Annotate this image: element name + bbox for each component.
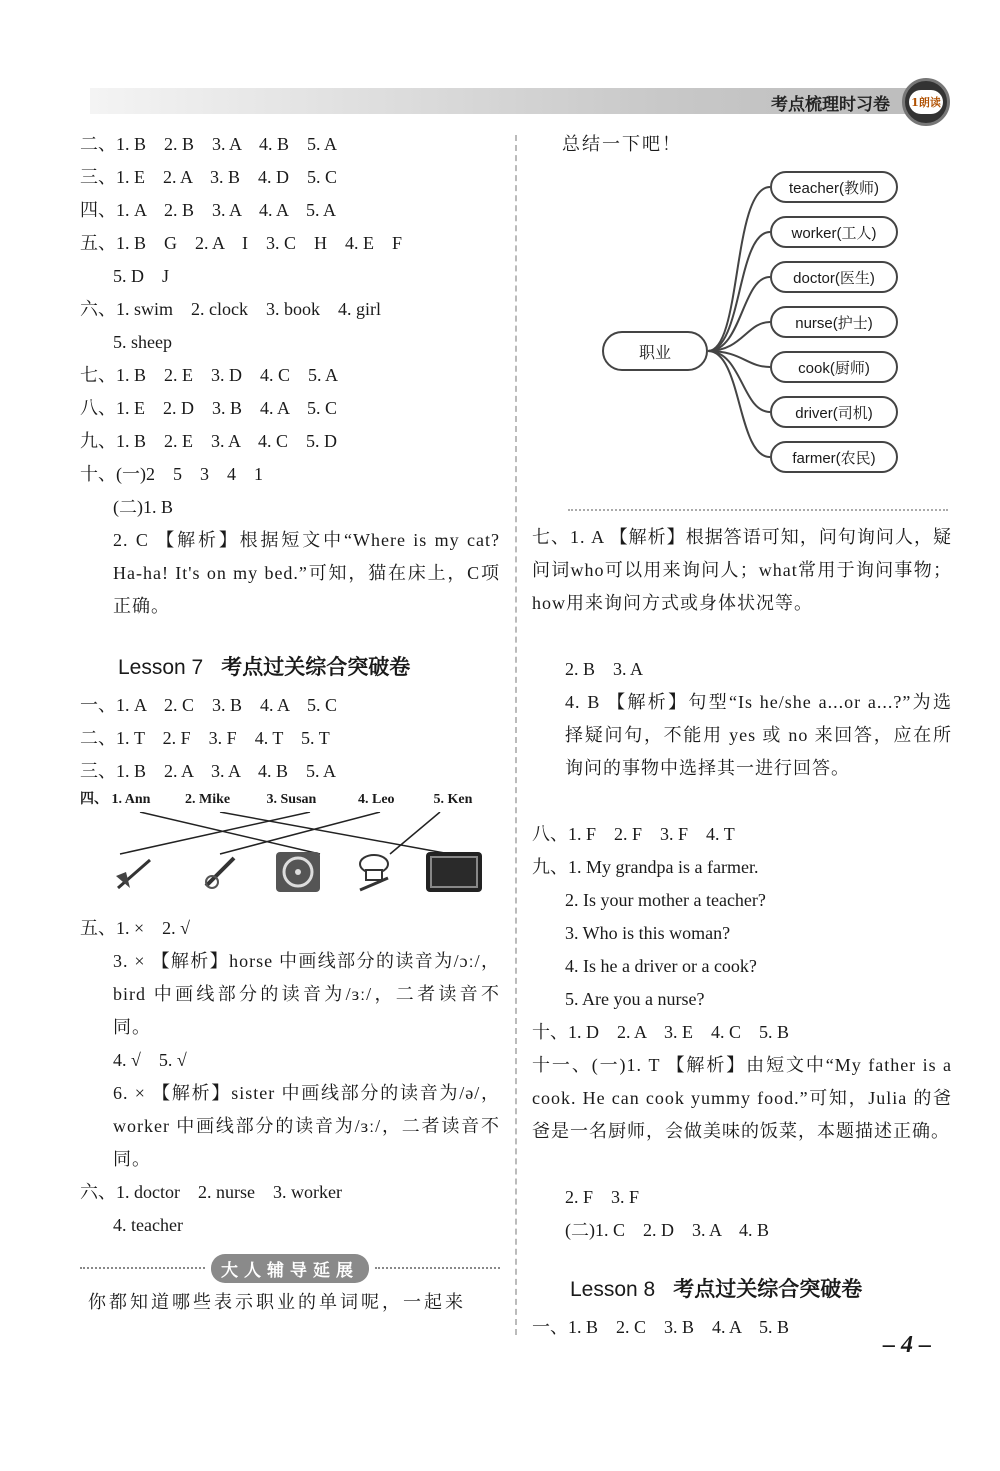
answer-line: 一、1. A 2. C 3. B 4. A 5. C xyxy=(80,695,338,715)
summary-text: 总结一下吧！ xyxy=(562,134,682,154)
mindmap-node-farmer: farmer(农民) xyxy=(770,441,898,473)
answer-line: 5. Are you a nurse? xyxy=(565,989,705,1009)
answer-line: 八、1. E 2. D 3. B 4. A 5. C xyxy=(80,398,338,418)
page-number: – 4 – xyxy=(883,1332,931,1358)
syringe-icon xyxy=(198,852,242,892)
answer-line: 二、1. T 2. F 3. F 4. T 5. T xyxy=(80,728,330,748)
answer-line: 十、(一)2 5 3 4 1 xyxy=(80,464,263,484)
answer-line: 五、1. × 2. √ xyxy=(80,918,191,938)
chef-hat-icon xyxy=(352,852,396,892)
answer-line: 4. √ 5. √ xyxy=(113,1050,187,1070)
answer-line: 3. Who is this woman? xyxy=(565,923,731,943)
name-ann: 1. Ann xyxy=(111,792,151,807)
answer-line: 4. teacher xyxy=(113,1215,183,1235)
answer-line: 2. B 3. A xyxy=(565,659,644,679)
matching-diagram xyxy=(80,812,500,912)
extension-label: 大人辅导延展 xyxy=(211,1254,369,1283)
mindmap-node-cook: cook(厨师) xyxy=(770,351,898,383)
explanation-q5-6: 6. × 【解析】sister 中画线部分的读音为/ə/，worker 中画线部分的读音为/ɜː/，二者读音不同。 xyxy=(113,1083,500,1169)
answer-line: 2. Is your mother a teacher? xyxy=(565,890,766,910)
divider xyxy=(568,509,948,511)
name-mike: 2. Mike xyxy=(185,792,231,807)
answer-line: 七、1. B 2. E 3. D 4. C 5. A xyxy=(80,365,339,385)
answer-line: 八、1. F 2. F 3. F 4. T xyxy=(532,824,735,844)
mindmap-node-driver: driver(司机) xyxy=(770,396,898,428)
name-susan: 3. Susan xyxy=(266,792,317,807)
mindmap-node-teacher: teacher(教师) xyxy=(770,171,898,203)
answer-line: 5. sheep xyxy=(113,332,172,352)
explanation-q7-1: 七、1. A 【解析】根据答语可知，问句询问人，疑问词who可以用来询问人；what常用于询问事物；how用来询问方式或身体状况等。 xyxy=(532,527,952,613)
mindmap-node-worker: worker(工人) xyxy=(770,216,898,248)
answer-line: (二)1. C 2. D 3. A 4. B xyxy=(565,1220,770,1240)
mindmap-center: 职业 xyxy=(602,331,708,371)
logo-text: 1朗读 xyxy=(909,90,943,114)
occupation-mindmap xyxy=(532,161,952,501)
answer-line: 五、1. B G 2. A I 3. C H 4. E F xyxy=(80,233,403,253)
answer-line: 六、1. doctor 2. nurse 3. worker xyxy=(80,1182,342,1202)
lesson7-label: Lesson 7 xyxy=(118,656,204,679)
extension-text: 你都知道哪些表示职业的单词呢，一起来 xyxy=(88,1292,466,1312)
lesson8-heading xyxy=(532,1267,952,1311)
answer-line: 三、1. B 2. A 3. A 4. B 5. A xyxy=(80,761,337,781)
explanation-q7-4: 4. B 【解析】句型“Is he/she a...or a...?”为选择疑问句，不能用 yes 或 no 来回答，应在所询问的事物中选择其一进行回答。 xyxy=(565,692,952,778)
extension-banner xyxy=(80,1250,500,1286)
mindmap-node-nurse: nurse(护士) xyxy=(770,306,898,338)
explanation-q11-1: 十一、(一)1. T 【解析】由短文中“My father is a cook. He can cook yummy food.”可知，Julia 的爸爸是一名厨师，会做美味的饭菜，本题描述正确。 xyxy=(532,1055,952,1141)
answer-line: 九、1. B 2. E 3. A 4. C 5. D xyxy=(80,431,338,451)
mindmap-node-doctor: doctor(医生) xyxy=(770,261,898,293)
answer-line: 5. D J xyxy=(113,266,170,286)
lesson8-title: 考点过关综合突破卷 xyxy=(673,1277,863,1301)
driver-wheel-icon xyxy=(276,852,320,892)
answer-line: 六、1. swim 2. clock 3. book 4. girl xyxy=(80,299,381,319)
answer-line: 2. F 3. F xyxy=(565,1187,640,1207)
q4-prefix: 四、 xyxy=(80,792,108,807)
lesson7-title: 考点过关综合突破卷 xyxy=(221,655,411,679)
answer-line: 三、1. E 2. A 3. B 4. D 5. C xyxy=(80,167,338,187)
right-column xyxy=(532,128,952,1344)
answer-line: (二)1. B xyxy=(113,497,173,517)
answer-line: 十、1. D 2. A 3. E 4. C 5. B xyxy=(532,1022,790,1042)
blackboard-icon xyxy=(426,852,482,892)
lesson8-label: Lesson 8 xyxy=(570,1278,656,1301)
hoe-icon xyxy=(112,852,156,892)
explanation-q10-2: 2. C 【解析】根据短文中“Where is my cat? Ha-ha! It's on my bed.”可知，猫在床上，C项正确。 xyxy=(113,530,500,616)
answer-line: 四、1. A 2. B 3. A 4. A 5. A xyxy=(80,200,337,220)
answer-line: 二、1. B 2. B 3. A 4. B 5. A xyxy=(80,134,338,154)
left-column xyxy=(80,128,500,1319)
matching-names xyxy=(80,788,500,812)
name-leo: 4. Leo xyxy=(358,792,395,807)
answer-line: 4. Is he a driver or a cook? xyxy=(565,956,757,976)
logo xyxy=(902,78,950,126)
answer-line: 九、1. My grandpa is a farmer. xyxy=(532,857,759,877)
divider xyxy=(375,1267,500,1269)
name-ken: 5. Ken xyxy=(433,792,473,807)
explanation-q5-3: 3. × 【解析】horse 中画线部分的读音为/ɔː/，bird 中画线部分的读音为/ɜː/，二者读音不同。 xyxy=(113,951,500,1037)
answer-line: 一、1. B 2. C 3. B 4. A 5. B xyxy=(532,1317,790,1337)
lesson7-heading xyxy=(80,645,500,689)
column-divider xyxy=(515,135,517,1335)
header-title: 考点梳理时习卷 xyxy=(771,95,890,115)
divider xyxy=(80,1267,205,1269)
